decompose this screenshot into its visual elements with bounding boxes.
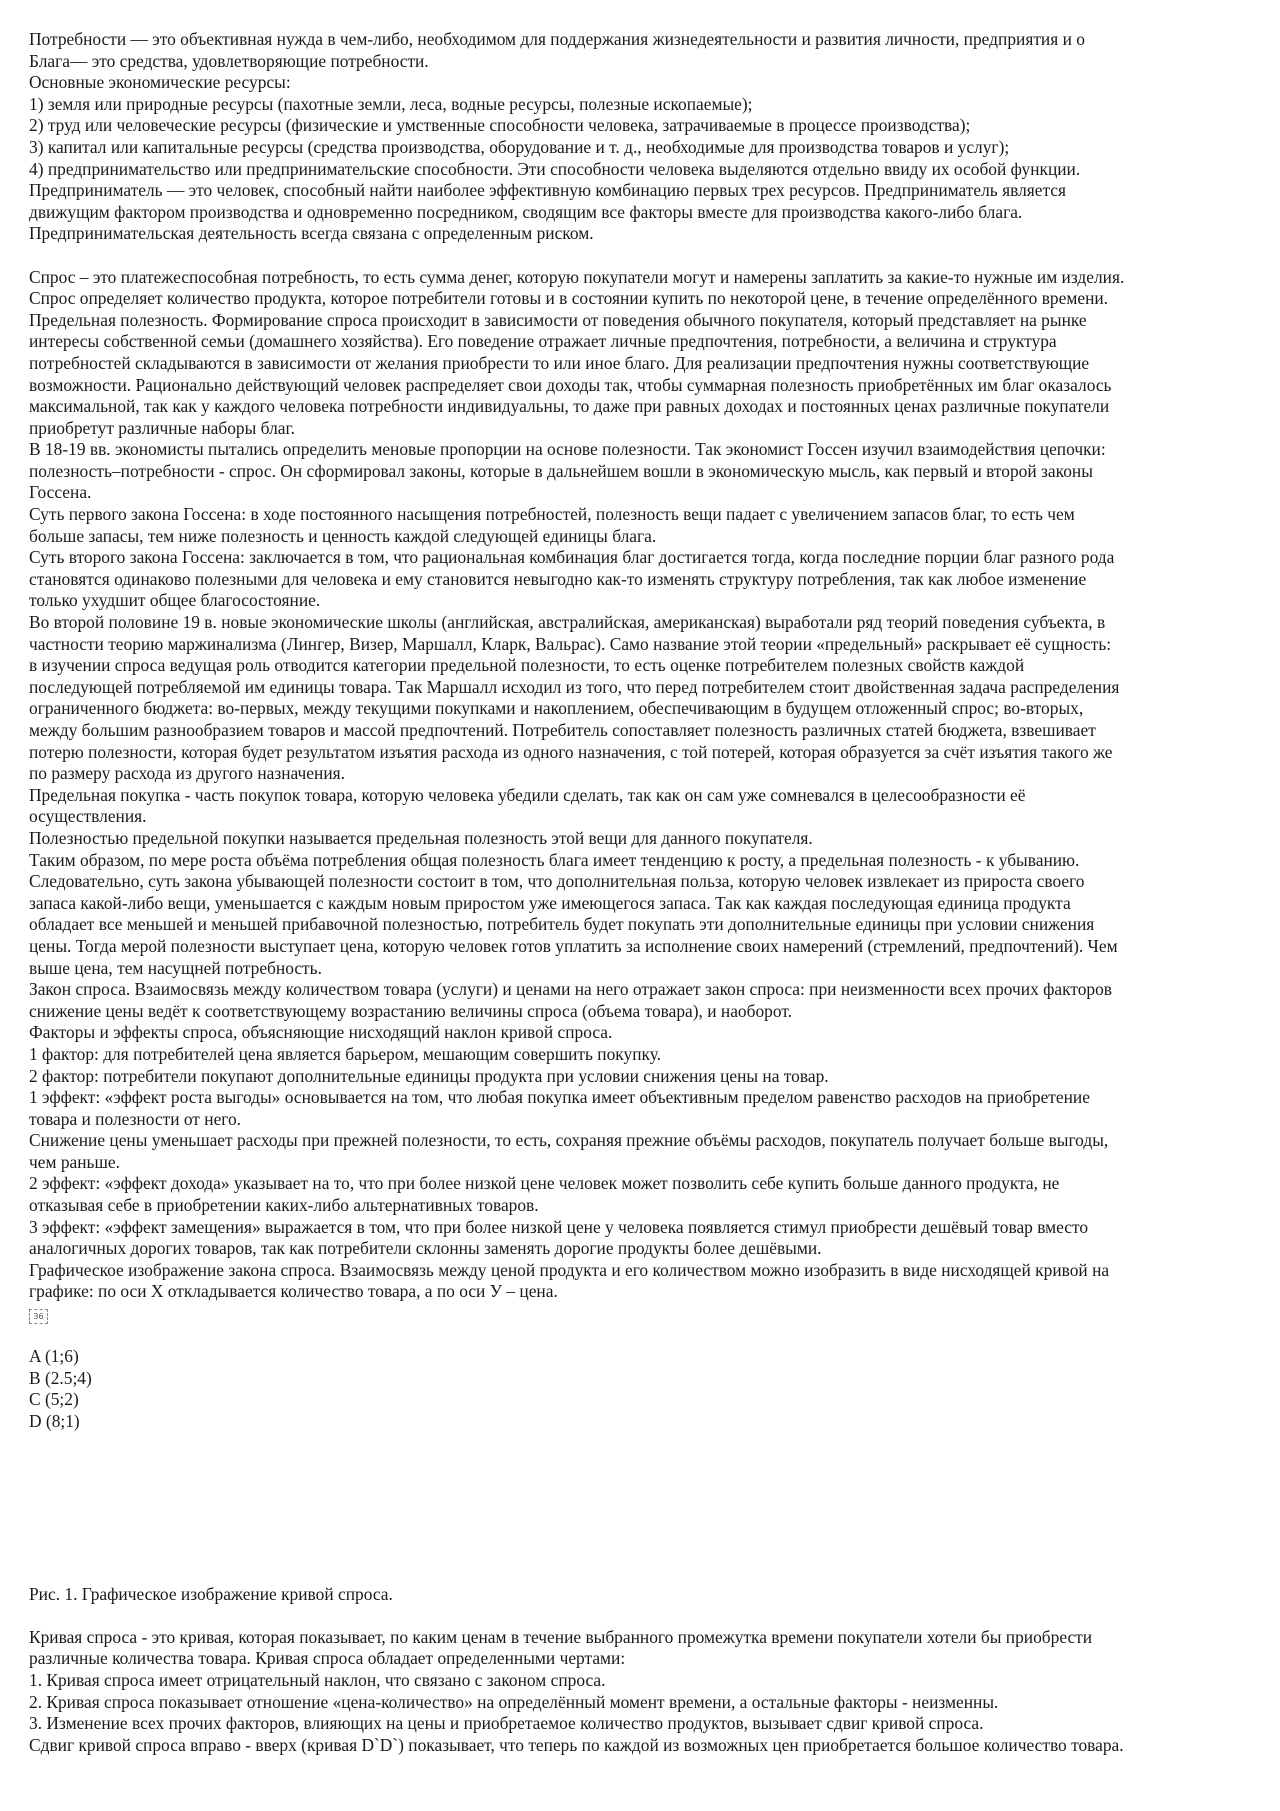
text-line: 3) капитал или капитальные ресурсы (средства производства, оборудование и т. д., необходимые для производства товаров и услуг); <box>29 136 1010 157</box>
paragraph-gap <box>29 245 1264 267</box>
text-line: Закон спроса. Взаимосвязь между количеством товара (услуги) и ценами на него отражает закон спроса: при неизменности всех прочих факторов <box>29 979 1112 1000</box>
text-line: Сдвиг кривой спроса вправо - вверх (кривая D`D`) показывает, что теперь по каждой из возможных цен приобретается большое количество товара. <box>29 1734 1124 1755</box>
text-line: больше запасы, тем ниже полезность и ценность каждой следующей единицы блага. <box>29 525 657 546</box>
text-line: Предельная покупка - часть покупок товара, которую человека убедили сделать, так как он сам уже сомневался в целесообразности её <box>29 784 1026 805</box>
text-line: В 18-19 вв. экономисты пытались определить меновые пропорции на основе полезности. Так экономист Госсен изучил взаимодействия цепочки: <box>29 439 1106 460</box>
text-line: отказывая себе в приобретении каких-либо альтернативных товаров. <box>29 1195 539 1216</box>
missing-figure-area <box>29 1433 1264 1584</box>
text-line: Спрос – это платежеспособная потребность, то есть сумма денег, которую покупатели могут и намерены заплатить за какие-то нужные им изделия. <box>29 266 1125 287</box>
text-line: Полезностью предельной покупки называется предельная полезность этой вещи для данного покупателя. <box>29 827 813 848</box>
document-page <box>29 29 1264 1756</box>
text-line: 2 эффект: «эффект дохода» указывает на то, что при более низкой цене человек может позволить себе купить больше данного продукта, не <box>29 1173 1060 1194</box>
text-line: полезность–потребности - спрос. Он сформировал законы, которые в дальнейшем вошли в экономическую мысль, как первый и второй законы <box>29 460 1093 481</box>
text-line: Госсена. <box>29 482 92 503</box>
text-line: Факторы и эффекты спроса, объясняющие нисходящий наклон кривой спроса. <box>29 1022 613 1043</box>
text-line: 1) земля или природные ресурсы (пахотные земли, леса, водные ресурсы, полезные ископаемые); <box>29 93 753 114</box>
figure-caption: Рис. 1. Графическое изображение кривой спроса. <box>29 1583 393 1604</box>
text-line: по размеру расхода из другого назначения. <box>29 763 345 784</box>
text-line: становятся одинаково полезными для человека и ему становится невыгодно как-то изменять структуру потребления, так как любое изменение <box>29 568 1087 589</box>
text-line: только ухудшит общее благосостояние. <box>29 590 321 611</box>
text-line: потребностей складываются в зависимости от желания приобрести то или иное благо. Для реализации предпочтения нужны соответствующие <box>29 352 1090 373</box>
demand-section <box>29 267 1264 1304</box>
text-line: осуществления. <box>29 806 147 827</box>
paragraph-gap <box>29 1325 1264 1347</box>
text-line: приобретут различные наборы благ. <box>29 417 295 438</box>
demand-curve-section <box>29 1627 1264 1757</box>
text-line: возможности. Рационально действующий человек распределяет свои доходы так, чтобы суммарная полезность приобретённых им благ оказалось <box>29 374 1112 395</box>
text-line: Снижение цены уменьшает расходы при прежней полезности, то есть, сохраняя прежние объёмы расходов, покупатель получает больше выгоды, <box>29 1130 1109 1151</box>
point-label: B (2.5;4) <box>29 1367 92 1388</box>
text-line: частности теорию маржинализма (Лингер, Визер, Маршалл, Кларк, Вальрас). Само название этой теории «предельный» раскрывает её сущность: <box>29 633 1112 654</box>
text-line: запаса какой-либо вещи, уменьшается с каждым новым приростом уже имеющегося запаса. Так как каждая последующая единица продукта <box>29 892 1071 913</box>
text-line: 3 эффект: «эффект замещения» выражается в том, что при более низкой цене у человека появляется стимул приобрести дешёвый товар вместо <box>29 1216 1089 1237</box>
text-line: Кривая спроса - это кривая, которая показывает, по каким ценам в течение выбранного промежутка времени покупатели хотели бы приобрести <box>29 1626 1093 1647</box>
point-label: A (1;6) <box>29 1346 79 1367</box>
text-line: последующей потребляемой им единицы товара. Так Маршалл исходил из того, что перед потребителем стоит двойственная задача распределения <box>29 676 1120 697</box>
text-line: обладает все меньшей и меньшей прибавочной полезностью, потребитель будет покупать эти дополнительные единицы при условии снижения <box>29 914 1095 935</box>
text-line: движущим фактором производства и одновременно посредником, сводящим все факторы вместе для производства какого-либо блага. <box>29 201 1023 222</box>
text-line: ограниченного бюджета: во-первых, между текущими покупками и накоплением, обеспечивающим в будущем отложенный спрос; во-вторых, <box>29 698 1084 719</box>
text-line: Основные экономические ресурсы: <box>29 72 291 93</box>
text-line: чем раньше. <box>29 1151 120 1172</box>
text-line: Предельная полезность. Формирование спроса происходит в зависимости от поведения обычного покупателя, который представляет на рынке <box>29 309 1087 330</box>
text-line: максимальной, так как у каждого человека потребности индивидуальны, то даже при равных доходах и постоянных ценах различные покупатели <box>29 396 1110 417</box>
text-line: 4) предпринимательство или предпринимательские способности. Эти способности человека выделяются отдельно ввиду их особой функции. <box>29 158 1081 179</box>
text-line: графике: по оси Х откладывается количество товара, а по оси У – цена. <box>29 1281 558 1302</box>
point-label: C (5;2) <box>29 1389 79 1410</box>
text-line: снижение цены ведёт к соответствующему возрастанию величины спроса (объема товара), и наоборот. <box>29 1000 792 1021</box>
text-line: Предпринимательская деятельность всегда связана с определенным риском. <box>29 223 594 244</box>
broken-image-icon: 36 <box>29 1309 48 1324</box>
text-line: Потребности — это объективная нужда в чем-либо, необходимом для поддержания жизнедеятельности и развития личности, предприятия и о <box>29 29 1085 49</box>
point-list <box>29 1346 1264 1432</box>
text-line: Предприниматель — это человек, способный найти наиболее эффективную комбинацию первых трех ресурсов. Предприниматель является <box>29 180 1066 201</box>
text-line: Графическое изображение закона спроса. Взаимосвязь между ценой продукта и его количеством можно изобразить в виде нисходящей кривой на <box>29 1259 1110 1280</box>
text-line: 2) труд или человеческие ресурсы (физические и умственные способности человека, затрачиваемые в процессе производства); <box>29 115 971 136</box>
text-line: 2. Кривая спроса показывает отношение «цена-количество» на определённый момент времени, а остальные факторы - неизменны. <box>29 1691 999 1712</box>
text-line: Блага— это средства, удовлетворяющие потребности. <box>29 50 429 71</box>
text-line: между большим разнообразием товаров и массой предпочтений. Потребитель сопоставляет полезность различных статей бюджета, взвешивает <box>29 720 1096 740</box>
point-label: D (8;1) <box>29 1411 80 1431</box>
text-line: 1. Кривая спроса имеет отрицательный наклон, что связано с законом спроса. <box>29 1669 606 1690</box>
text-line: 1 эффект: «эффект роста выгоды» основывается на том, что любая покупка имеет объективным пределом равенство расходов на приобретение <box>29 1087 1090 1108</box>
text-line: товара и полезности от него. <box>29 1108 242 1129</box>
text-line: Суть первого закона Госсена: в ходе постоянного насыщения потребностей, полезность вещи падает с увеличением запасов благ, то есть чем <box>29 504 1075 525</box>
text-line: интересы собственной семьи (домашнего хозяйства). Его поведение отражает личные предпочтения, потребности, а величина и структура <box>29 331 1057 352</box>
text-line: Во второй половине 19 в. новые экономические школы (английская, австралийская, американская) выработали ряд теорий поведения субъекта, в <box>29 612 1106 633</box>
text-line: Таким образом, по мере роста объёма потребления общая полезность блага имеет тенденцию к росту, а предельная полезность - к убыванию. <box>29 849 1080 870</box>
text-line: выше цена, тем насущней потребность. <box>29 957 322 978</box>
text-line: различные количества товара. Кривая спроса обладает определенными чертами: <box>29 1648 626 1669</box>
text-line: потерю полезности, которая будет результатом изъятия расхода из одного назначения, с той потерей, которая образуется за счёт изъятия такого же <box>29 741 1113 762</box>
text-line: аналогичных дорогих товаров, так как потребители склонны заменять дорогие продукты более дешёвыми. <box>29 1238 822 1259</box>
text-line: Спрос определяет количество продукта, которое потребители готовы и в состоянии купить по некоторой цене, в течение определённого времени. <box>29 288 1109 309</box>
text-line: Следовательно, суть закона убывающей полезности состоит в том, что дополнительная польза, которую человек извлекает из прироста своего <box>29 871 1085 892</box>
image-placeholder <box>29 1303 1264 1325</box>
paragraph-gap <box>29 1605 1264 1627</box>
text-line: 2 фактор: потребители покупают дополнительные единицы продукта при условии снижения цены на товар. <box>29 1065 829 1086</box>
text-line: в изучении спроса ведущая роль отводится категории предельной полезности, то есть оценке потребителем полезных свойств каждой <box>29 655 1025 676</box>
text-line: 1 фактор: для потребителей цена является барьером, мешающим совершить покупку. <box>29 1043 662 1064</box>
text-line: 3. Изменение всех прочих факторов, влияющих на цены и приобретаемое количество продуктов, вызывает сдвиг кривой спроса. <box>29 1713 984 1734</box>
text-line: Суть второго закона Госсена: заключается в том, что рациональная комбинация благ достигается тогда, когда последние порции благ разного рода <box>29 547 1115 568</box>
resources-section <box>29 29 1264 245</box>
text-line: цены. Тогда мерой полезности выступает цена, которую человек готов уплатить за исполнение своих намерений (стремлений, предпочтений). Чем <box>29 935 1118 956</box>
